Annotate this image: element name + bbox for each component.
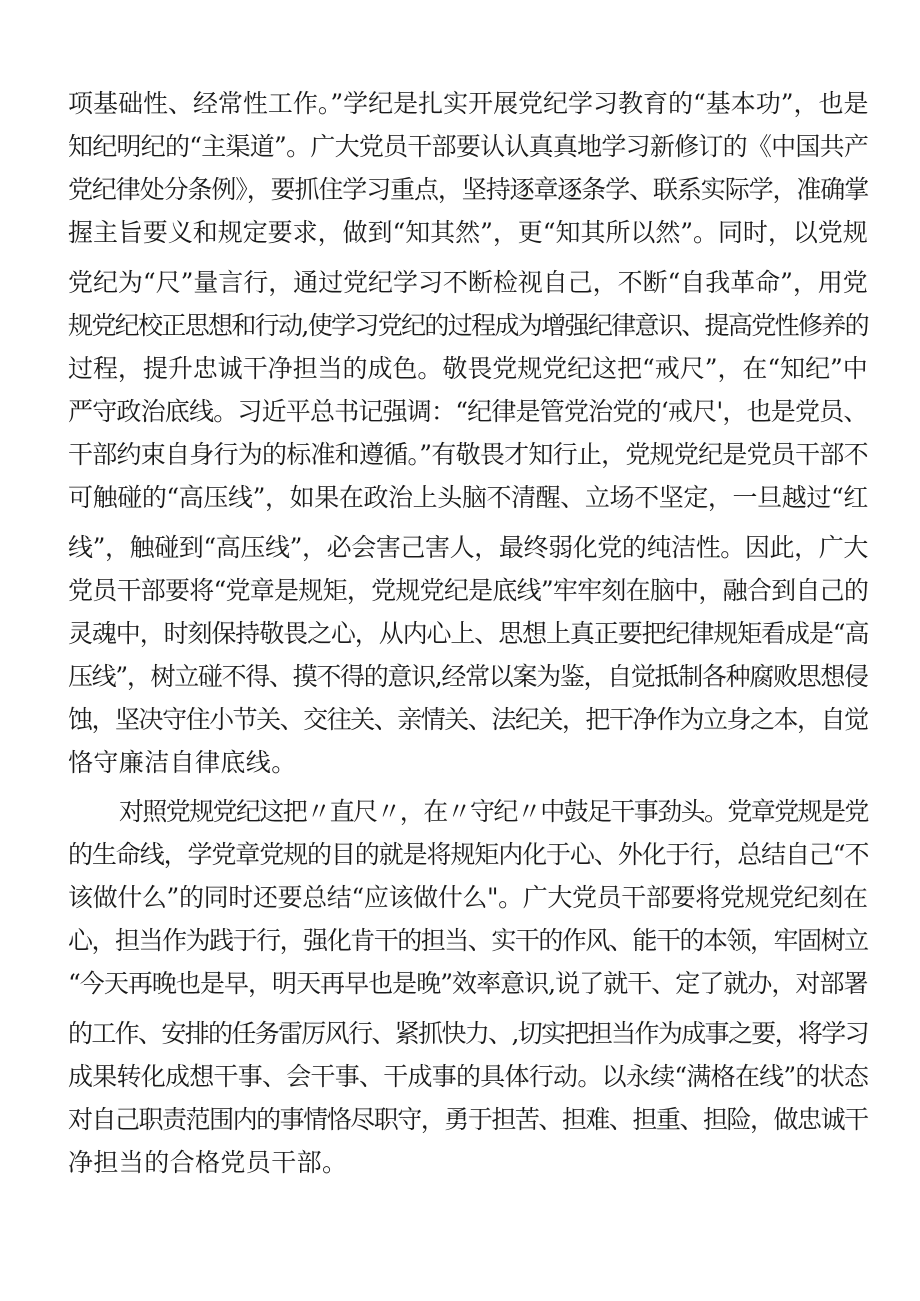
paragraph-line: 党纪为“尺”量言行，通过党纪学习不断检视自己，不断“自我革命”，用党 [68,268,868,297]
paragraph-line: 净担当的合格党员干部。 [68,1148,348,1177]
paragraph-line: 的工作、安排的任务雷厉风行、紧抓快力、,切实把担当作为成事之要，将学习 [68,1019,868,1048]
paragraph-line: 蚀，坚决守住小节关、交往关、亲情关、法纪关，把干净作为立身之本，自觉 [68,705,868,734]
paragraph-line: 灵魂中，时刻保持敬畏之心，从内心上、思想上真正要把纪律规矩看成是“高 [68,619,869,648]
paragraph-line: 项基础性、经常性工作。”学纪是扎实开展党纪学习教育的“基本功”，也是 [68,89,869,118]
paragraph-line: 规党纪校正思想和行动,使学习党纪的过程成为增强纪律意识、提高党性修养的 [68,311,868,340]
paragraph-line: “今天再晚也是早，明天再早也是晚”效率意识,说了就干、定了就办，对部署 [68,969,868,998]
paragraph-line: 该做什么”的同时还要总结“应该做什么"。广大党员干部要将党规党纪刻在 [68,883,868,912]
paragraph-line: 对自己职责范围内的事情恪尽职守，勇于担苦、担难、担重、担险，做忠诚干 [68,1105,868,1134]
paragraph-line: 线”，触碰到“高压线”，必会害己害人，最终弱化党的纯洁性。因此，广大 [68,533,868,562]
paragraph-line: 心，担当作为践于行，强化肯干的担当、实干的作风、能干的本领，牢固树立 [68,926,868,955]
paragraph-line: 对照党规党纪这把〃直尺〃，在〃守纪〃中鼓足干事劲头。党章党规是党 [119,797,868,826]
paragraph-line: 恪守廉洁自律底线。 [68,748,297,777]
paragraph-line: 党员干部要将“党章是规矩，党规党纪是底线”牢牢刻在脑中，融合到自己的 [68,576,869,605]
paragraph-line: 成果转化成想干事、会干事、干成事的具体行动。以永续“满格在线”的状态 [68,1062,869,1091]
paragraph-line: 党纪律处分条例》，要抓住学习重点，坚持逐章逐条学、联系实际学，准确掌 [68,175,869,204]
paragraph-line: 可触碰的“高压线”，如果在政治上头脑不清醒、立场不坚定，一旦越过“红 [68,483,868,512]
paragraph-line: 干部约束自身行为的标准和遵循。”有敬畏才知行止，党规党纪是党员干部不 [68,440,868,469]
paragraph-line: 过程，提升忠诚干净担当的成色。敬畏党规党纪这把“戒尺”，在“知纪”中 [68,354,868,383]
paragraph-line: 压线”，树立碰不得、摸不得的意识,经常以案为鉴，自觉抵制各种腐败思想侵 [68,662,868,691]
paragraph-line: 的生命线，学党章党规的目的就是将规矩内化于心、外化于行，总结自己“不 [68,840,869,869]
paragraph-line: 知纪明纪的“主渠道”。广大党员干部要认认真真地学习新修订的《中国共产 [68,132,869,161]
paragraph-line: 握主旨要义和规定要求，做到“知其然”，更“知其所以然”。同时，以党规 [68,218,868,247]
paragraph-line: 严守政治底线。习近平总书记强调：“纪律是管党治党的‘戒尺'，也是党员、 [68,397,868,426]
